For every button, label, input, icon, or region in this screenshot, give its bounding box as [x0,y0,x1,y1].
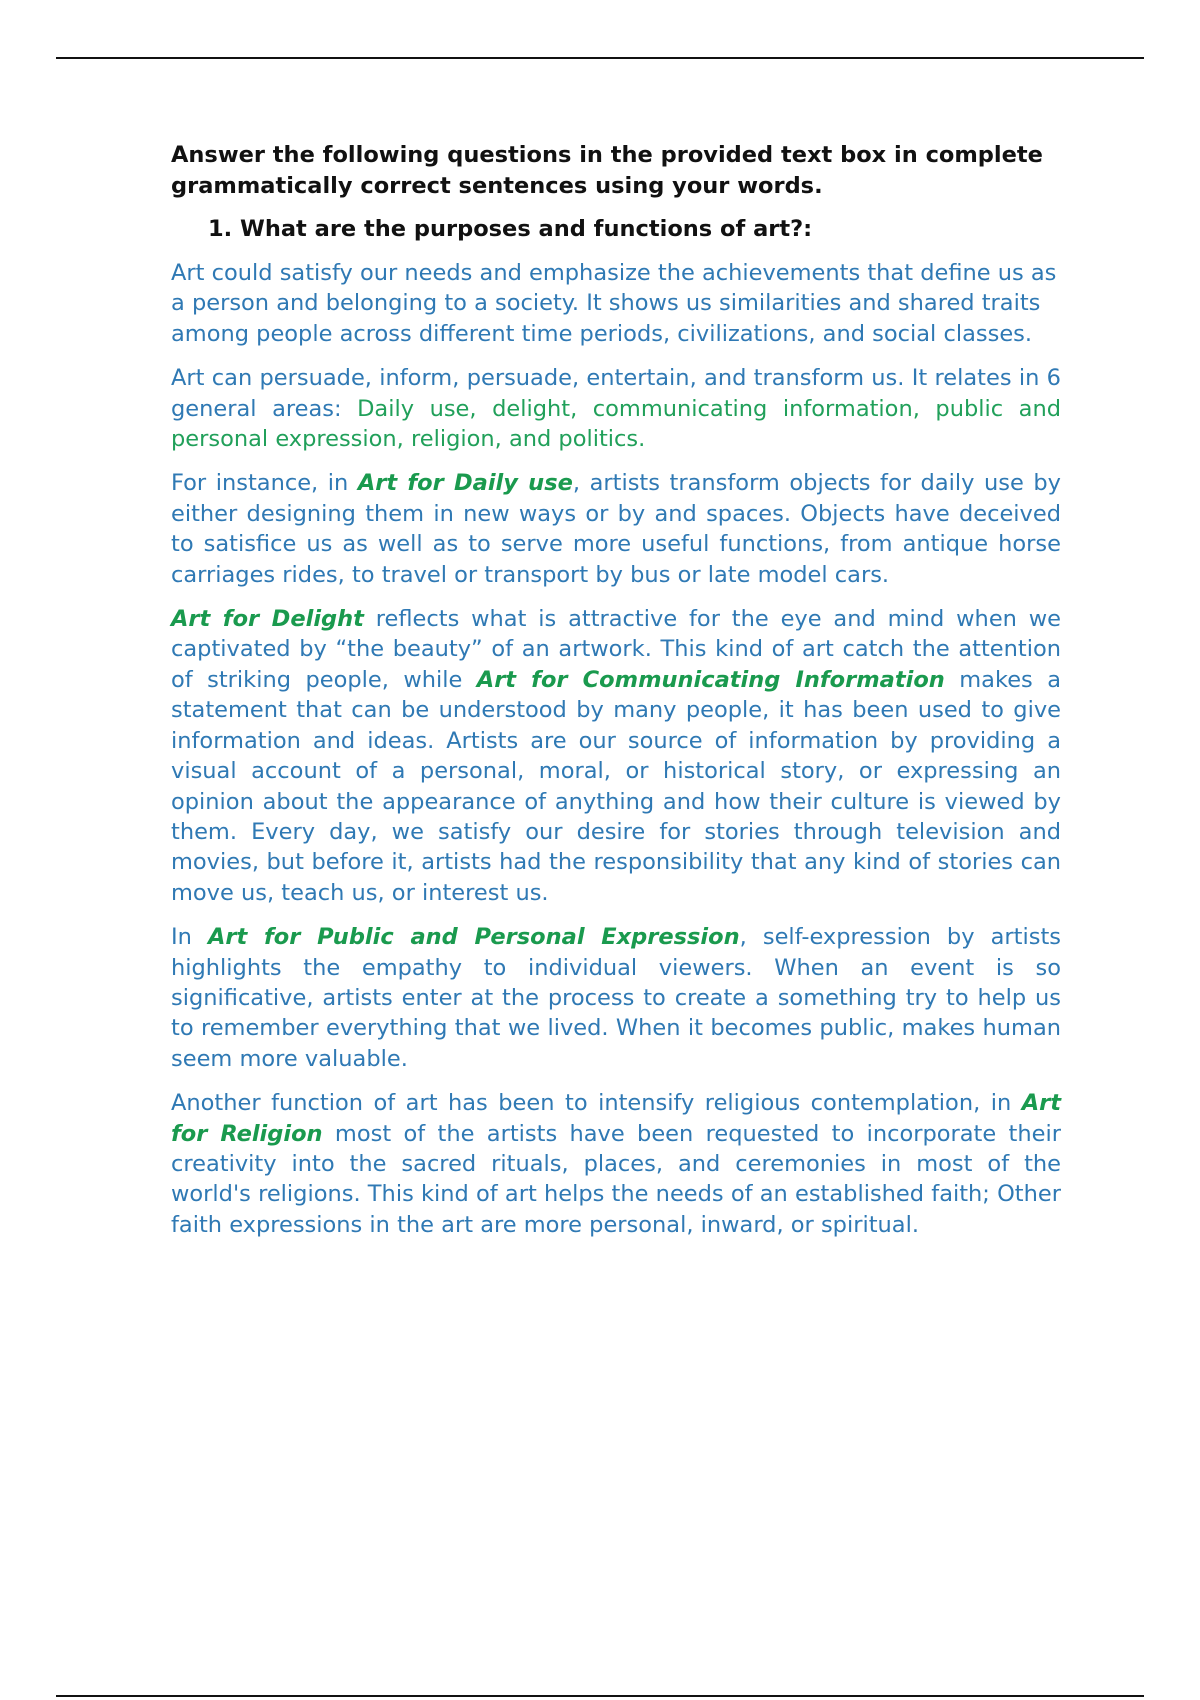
paragraph-5-body: , self-expression by artists highlights the empathy to individual viewers. When an event is so significative, artists enter at the process to create a something try to help us to remember everything that we lived. When it becomes public, makes human seem more valuable. [171,924,1061,1072]
answer-paragraph-5 [171,922,1061,1074]
term-public-personal-expression: Art for Public and Personal Expression [207,924,740,951]
paragraph-4-body: makes a statement that can be understood by many people, it has been used to give information and ideas. Artists are our source of information by providing a visual account of a personal, moral, or historical story, or expressing an opinion about the appearance of anything and how their culture is viewed by them. Every day, we satisfy our desire for stories through television and movies, but before it, artists had the responsibility that any kind of stories can move us, teach us, or interest us. [171,666,1061,906]
paragraph-4-mid: reflects what is attractive for the eye and mind when we captivated by “the beauty” of an artwork. This kind of art catch the attention of striking people, while [171,606,1062,693]
paragraph-2-text: Art can persuade, inform, persuade, entertain, and transform us. It relates in 6 general areas: [171,365,1061,422]
top-rule [56,57,1144,59]
term-delight: Art for Delight [171,606,364,633]
paragraph-6-body: most of the artists have been requested to incorporate their creativity into the sacred rituals, places, and ceremonies in most of the world's religions. This kind of art helps the needs of an established faith; Other faith expressions in the art are more personal, inward, or spiritual. [171,1120,1061,1238]
answer-paragraph-6 [171,1088,1061,1240]
paragraph-5-intro: In [171,924,208,951]
question-1: 1. What are the purposes and functions of art?: [208,216,813,242]
general-areas-list: Daily use, delight, communicating information, public and personal expression, religion, and politics. [171,395,1061,453]
paragraph-3-intro: For instance, in [171,470,358,497]
instructions-heading: Answer the following questions in the provided text box in complete grammatically correct sentences using your words. [171,142,1043,199]
term-religion: Art for Religion [171,1090,1061,1147]
term-communicating-information: Art for Communicating Information [476,666,945,693]
answer-paragraph-2 [171,363,1061,454]
answer-paragraph-3 [171,468,1061,590]
document-body [171,140,1061,1254]
term-daily-use: Art for Daily use [357,470,573,497]
answer-paragraph-1: Art could satisfy our needs and emphasize the achievements that define us as a person and belonging to a society. It shows us similarities and shared traits among people across different time periods, civilizations, and social classes. [171,260,1057,347]
bottom-rule [56,1695,1144,1697]
paragraph-3-body: , artists transform objects for daily use by either designing them in new ways or by and spaces. Objects have deceived to satisfice us as well as to serve more useful functions, from antique horse carriages rides, to travel or transport by bus or late model cars. [171,470,1061,588]
paragraph-6-intro: Another function of art has been to intensify religious contemplation, in [171,1090,1022,1117]
answer-paragraph-4 [171,604,1061,908]
